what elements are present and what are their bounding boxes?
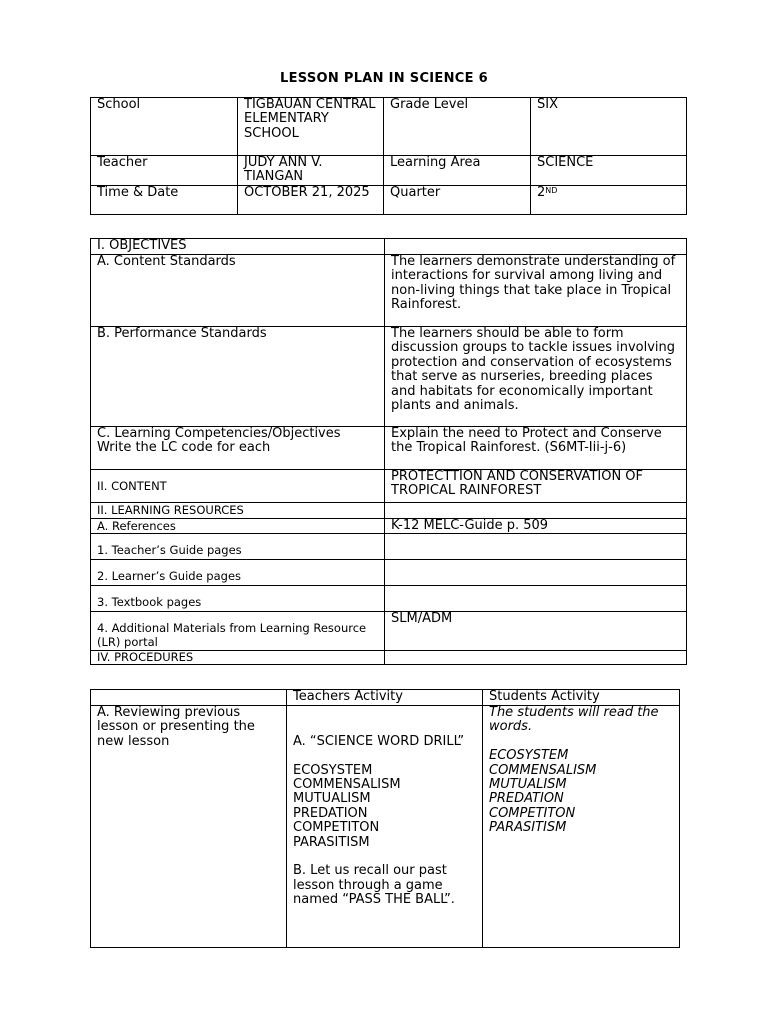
teacher-value: JUDY ANN V. TIANGAN: [238, 156, 384, 186]
page-title: LESSON PLAN IN SCIENCE 6: [280, 71, 488, 86]
learners-guide-label: 2. Learner’s Guide pages: [91, 560, 385, 586]
step-header-empty: [91, 690, 287, 706]
time-date-value: OCTOBER 21, 2025: [238, 185, 384, 214]
teacher-word: PARASITISM: [293, 834, 370, 850]
student-word: PARASITISM: [489, 820, 567, 836]
student-word: COMPETITON: [489, 805, 576, 821]
content-standards-value: The learners demonstrate understanding of interactions for survival among living and non-living things that take place in Tropical Rainforest.: [385, 255, 687, 327]
textbook-label: 3. Textbook pages: [91, 586, 385, 612]
student-word: COMMENSALISM: [489, 762, 597, 778]
grade-level-value: SIX: [531, 98, 687, 156]
additional-materials-value: SLM/ADM: [385, 612, 687, 651]
grade-level-label: Grade Level: [384, 98, 531, 156]
teacher-word: COMPETITON: [293, 820, 380, 836]
objectives-empty-cell: [385, 239, 687, 255]
quarter-label: Quarter: [384, 185, 531, 214]
school-value: TIGBAUAN CENTRAL ELEMENTARY SCHOOL: [238, 98, 384, 156]
time-date-label: Time & Date: [91, 185, 238, 214]
learning-competencies-value: Explain the need to Protect and Conserve the Tropical Rainforest. (S6MT-Iii-j-6): [385, 427, 687, 470]
references-label: A. References: [91, 519, 385, 534]
procedures-heading: IV. PROCEDURES: [91, 651, 385, 665]
content-value: PROTECTTION AND CONSERVATION OF TROPICAL RAINFOREST: [385, 470, 687, 503]
student-word: ECOSYSTEM: [489, 748, 569, 764]
performance-standards-value: The learners should be able to form discussion groups to tackle issues involving protection and conservation of ecosystems that serve as nurseries, breeding places and habitats for economically important plants and animals.: [385, 327, 687, 427]
quarter-value: [531, 185, 687, 214]
students-activity-header: Students Activity: [483, 690, 680, 706]
science-word-drill-title: A. “SCIENCE WORD DRILL”: [293, 733, 465, 749]
teacher-label: Teacher: [91, 156, 238, 186]
additional-materials-label: 4. Additional Materials from Learning Resource (LR) portal: [91, 612, 385, 651]
objectives-heading: I. OBJECTIVES: [91, 239, 385, 255]
learning-resources-heading: II. LEARNING RESOURCES: [91, 503, 385, 519]
learning-competencies-label: C. Learning Competencies/Objectives Write the LC code for each: [91, 427, 385, 470]
content-label: II. CONTENT: [91, 470, 385, 503]
student-instruction: The students will read the words.: [489, 705, 659, 735]
student-word: MUTUALISM: [489, 777, 567, 793]
teachers-activity-header: Teachers Activity: [287, 690, 483, 706]
learning-resources-empty-cell: [385, 503, 687, 519]
school-label: School: [91, 98, 238, 156]
activity-table: [90, 689, 680, 948]
student-word-list: [489, 749, 673, 835]
quarter-number: 2: [537, 184, 546, 200]
references-value: K-12 MELC-Guide p. 509: [385, 519, 687, 534]
teachers-guide-value: [385, 534, 687, 560]
teacher-word: PREDATION: [293, 805, 368, 821]
procedures-empty-cell: [385, 651, 687, 665]
pass-the-ball-recall: B. Let us recall our past lesson through a game named “PASS THE BALL”.: [293, 863, 455, 908]
teacher-word: MUTUALISM: [293, 791, 371, 807]
teacher-word: ECOSYSTEM: [293, 762, 373, 778]
quarter-superscript: ND: [545, 185, 558, 195]
learning-area-value: SCIENCE: [531, 156, 687, 186]
content-standards-label: A. Content Standards: [91, 255, 385, 327]
teacher-word: COMMENSALISM: [293, 776, 401, 792]
textbook-value: [385, 586, 687, 612]
performance-standards-label: B. Performance Standards: [91, 327, 385, 427]
teacher-word-list: [293, 764, 476, 850]
reviewing-step-label: A. Reviewing previous lesson or presenting the new lesson: [91, 706, 287, 948]
student-word: PREDATION: [489, 791, 564, 807]
teachers-guide-label: 1. Teacher’s Guide pages: [91, 534, 385, 560]
teacher-activity-cell: [287, 706, 483, 948]
objectives-table: [90, 238, 687, 665]
header-info-table: [90, 97, 687, 215]
learners-guide-value: [385, 560, 687, 586]
student-activity-cell: [483, 706, 680, 948]
learning-area-label: Learning Area: [384, 156, 531, 186]
